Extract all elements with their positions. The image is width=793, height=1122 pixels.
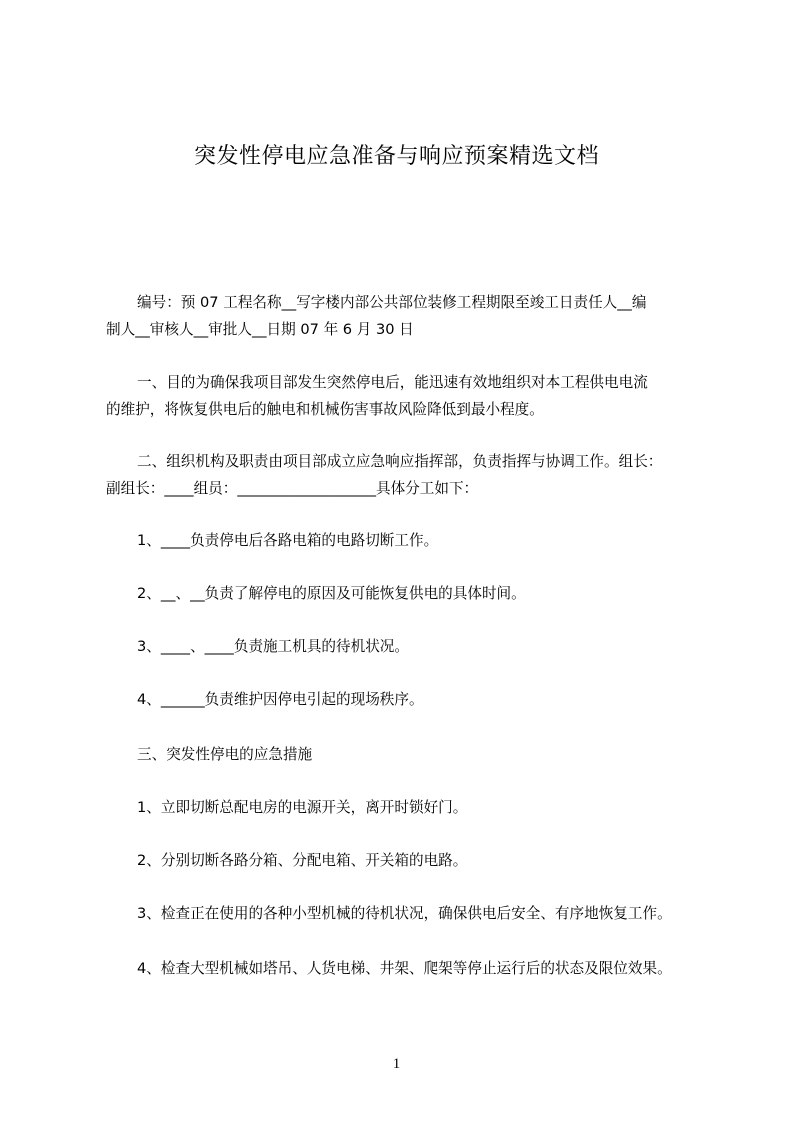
section-organization-paragraph — [106, 448, 718, 502]
section-purpose-line-1: 一、目的为确保我项目部发生突然停电后，能迅速有效地组织对本工程供电电流 — [137, 374, 648, 391]
section-organization-line-1: 二、组织机构及职责由项目部成立应急响应指挥部，负责指挥与协调工作。组长： — [137, 453, 663, 470]
measure-item: 2、分别切断各路分箱、分配电箱、开关箱的电路。 — [137, 852, 468, 869]
duty-item: 2、__、__负责了解停电的原因及可能恢复供电的具体时间。 — [137, 585, 526, 602]
duty-item: 4、______负责维护因停电引起的现场秩序。 — [137, 691, 424, 708]
section-organization-line-2: 副组长：____组员：___________________具体分工如下： — [106, 480, 479, 497]
duty-item: 3、____、____负责施工机具的待机状况。 — [137, 638, 409, 655]
measure-item: 4、检查大型机械如塔吊、人货电梯、井架、爬架等停止运行后的状态及限位效果。 — [137, 960, 672, 977]
measure-item: 1、立即切断总配电房的电源开关，离开时锁好门。 — [137, 799, 468, 816]
document-title: 突发性停电应急准备与响应预案精选文档 — [193, 144, 599, 169]
page-number: 1 — [392, 1056, 401, 1072]
section-purpose-line-2: 的维护，将恢复供电后的触电和机械伤害事故风险降低到最小程度。 — [106, 401, 544, 418]
measure-item: 3、检查正在使用的各种小型机械的待机状况，确保供电后安全、有序地恢复工作。 — [137, 905, 672, 922]
header-info-line-1: 编号：预 07 工程名称__写字楼内部公共部位装修工程期限至竣工日责任人__编 — [137, 294, 647, 311]
duty-item: 1、____负责停电后各路电箱的电路切断工作。 — [137, 532, 439, 549]
header-info-paragraph — [106, 289, 718, 343]
section-measures-heading: 三、突发性停电的应急措施 — [137, 746, 313, 763]
header-info-line-2: 制人__审核人__审批人__日期 07 年 6 月 30 日 — [106, 321, 414, 338]
section-purpose-paragraph — [106, 369, 718, 423]
